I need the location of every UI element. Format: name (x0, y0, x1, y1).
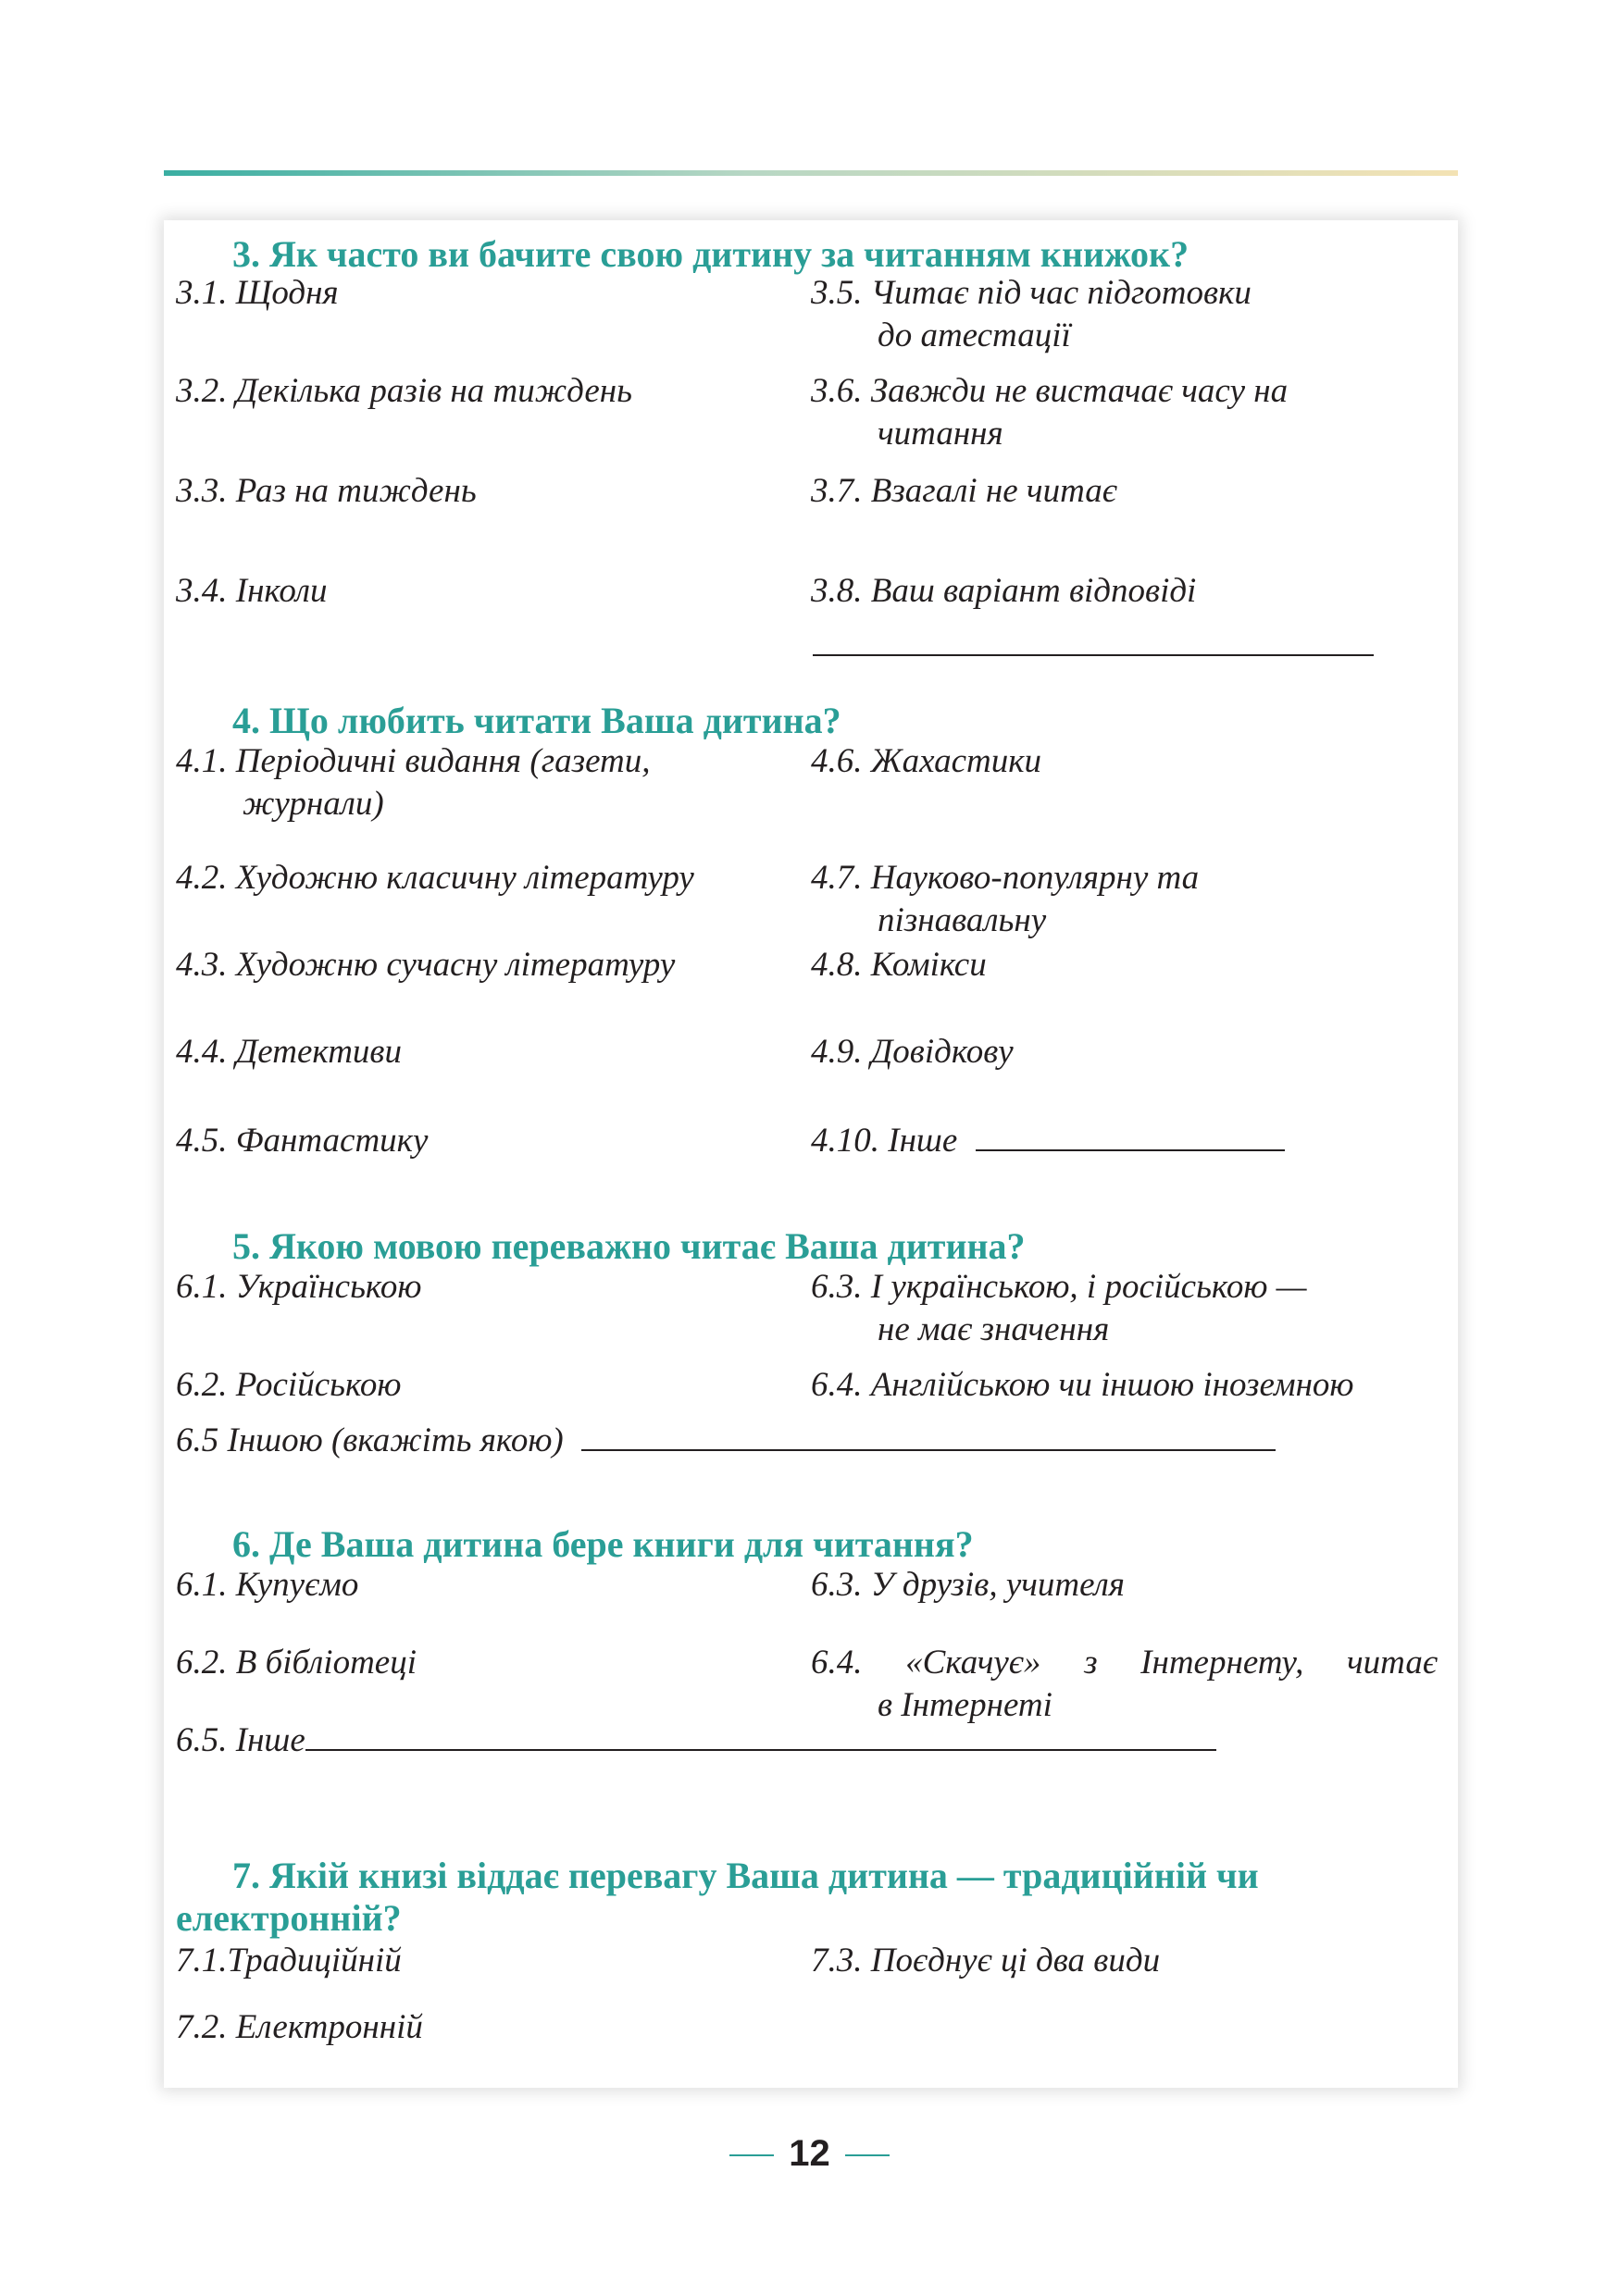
option-3-5-line1: 3.5. Читає під час підготовки (811, 274, 1252, 312)
page-number (0, 2133, 1619, 2175)
option-6-3: 6.3. У друзів, учителя (811, 1566, 1125, 1604)
option-3-1: 3.1. Щодня (176, 274, 339, 312)
option-6-5 (176, 1719, 1216, 1762)
answer-blank-5-5[interactable] (581, 1421, 1276, 1451)
answer-blank-6-5[interactable] (305, 1721, 1216, 1751)
option-4-10 (811, 1120, 1285, 1162)
option-7-2: 7.2. Електронній (176, 2008, 423, 2046)
questionnaire-panel (164, 220, 1458, 2088)
option-4-10-label: 4.10. Інше (811, 1122, 958, 1160)
option-5-1: 6.1. Українською (176, 1268, 422, 1306)
option-4-7-line2: пізнавальну (878, 901, 1047, 939)
option-6-5-label: 6.5. Інше (176, 1721, 305, 1759)
question-7-title: 7. Якій книзі віддає перевагу Ваша дитина — традиційній чи електронній? (176, 1855, 1259, 1939)
option-4-4: 4.4. Детективи (176, 1033, 402, 1071)
answer-blank-4-10[interactable] (976, 1122, 1285, 1151)
option-4-7 (811, 857, 1199, 942)
option-3-6-line1: 3.6. Завжди не вистачає часу на (811, 372, 1289, 410)
option-4-5: 4.5. Фантастику (176, 1122, 429, 1160)
option-6-4-line1: 6.4. «Скачує» з Інтернету, читає (811, 1644, 1438, 1682)
option-7-3: 7.3. Поєднує ці два види (811, 1942, 1161, 1980)
option-6-4 (811, 1642, 1438, 1727)
option-4-1-line1: 4.1. Періодичні видання (газети, (176, 742, 651, 780)
option-5-3-line1: 6.3. І українською, і російською — (811, 1268, 1307, 1306)
option-4-9: 4.9. Довідкову (811, 1033, 1014, 1071)
answer-blank-3-8[interactable] (813, 654, 1374, 656)
option-3-7: 3.7. Взагалі не читає (811, 472, 1117, 510)
option-4-3: 4.3. Художню сучасну літературу (176, 946, 676, 984)
option-4-6: 4.6. Жахастики (811, 742, 1042, 780)
question-3-title: 3. Як часто ви бачите свою дитину за читанням книжок? (232, 233, 1189, 275)
option-3-6-line2: читання (878, 415, 1003, 453)
question-4-title: 4. Що любить читати Ваша дитина? (232, 700, 841, 741)
option-4-2: 4.2. Художню класичну літературу (176, 859, 694, 897)
option-3-5-line2: до атестації (878, 316, 1071, 354)
option-6-1: 6.1. Купуємо (176, 1566, 359, 1604)
option-5-2: 6.2. Російською (176, 1366, 402, 1404)
option-5-4: 6.4. Англійською чи іншою іноземною (811, 1366, 1354, 1404)
top-rule (164, 170, 1458, 176)
option-6-2: 6.2. В бібліотеці (176, 1644, 417, 1682)
question-6-title: 6. Де Ваша дитина бере книги для читання? (232, 1523, 974, 1565)
page-number-value: 12 (789, 2133, 830, 2174)
option-4-1-line2: журнали) (243, 785, 384, 823)
option-7-1: 7.1.Традиційній (176, 1942, 402, 1980)
option-4-1 (176, 740, 650, 825)
option-5-3-line2: не має значення (878, 1310, 1110, 1348)
page-number-dash-left (729, 2154, 774, 2156)
option-3-6 (811, 370, 1288, 455)
page-number-dash-right (845, 2154, 890, 2156)
option-6-4-line2: в Інтернеті (878, 1686, 1052, 1724)
option-3-8: 3.8. Ваш варіант відповіді (811, 572, 1197, 610)
option-3-5 (811, 272, 1252, 357)
option-5-5 (176, 1420, 1276, 1462)
option-4-7-line1: 4.7. Науково-популярну та (811, 859, 1200, 897)
option-5-3 (811, 1266, 1307, 1351)
option-5-5-label: 6.5 Іншою (вкажіть якою) (176, 1421, 564, 1459)
option-4-8: 4.8. Комікси (811, 946, 987, 984)
option-3-4: 3.4. Інколи (176, 572, 328, 610)
question-5-title: 5. Якою мовою переважно читає Ваша дитина? (232, 1225, 1026, 1267)
option-3-2: 3.2. Декілька разів на тиждень (176, 372, 632, 410)
option-3-3: 3.3. Раз на тиждень (176, 472, 477, 510)
